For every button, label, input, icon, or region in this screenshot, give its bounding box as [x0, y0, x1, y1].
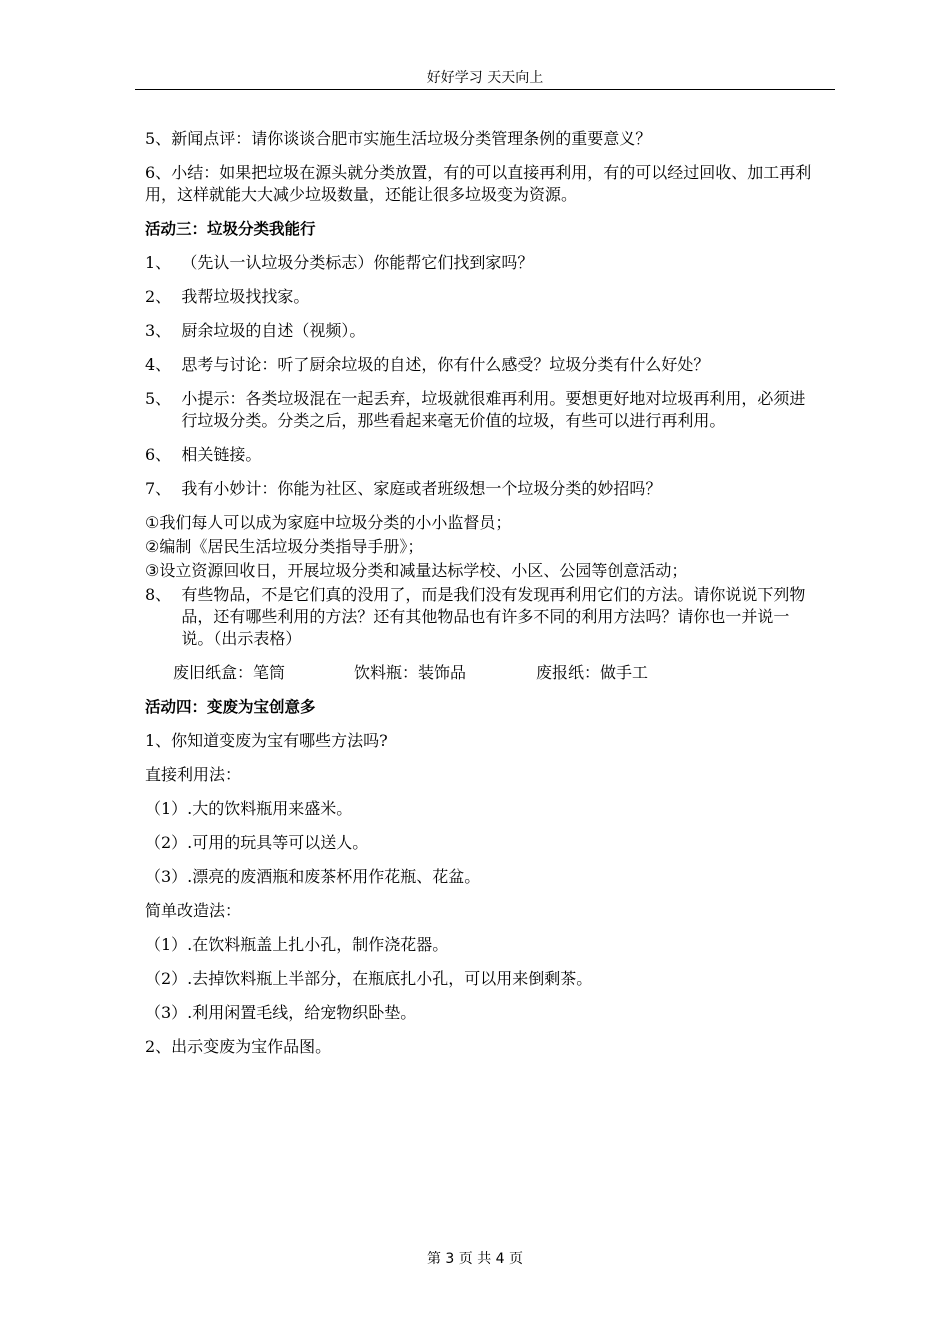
list-item	[145, 252, 815, 274]
item-number: 6、	[145, 445, 182, 464]
idea-item	[145, 512, 815, 534]
item-number: 6、	[145, 163, 172, 182]
list-item	[145, 286, 815, 308]
item-text: 我帮垃圾找找家。	[181, 287, 310, 306]
item-text: 思考与讨论：听了厨余垃圾的自述，你有什么感受？垃圾分类有什么好处？	[181, 355, 710, 374]
item-text: 小提示：各类垃圾混在一起丢弃，垃圾就很难再利用。要想更好地对垃圾再利用，必须进行垃圾分类。分类之后，那些看起来毫无价值的垃圾，有些可以进行再利用。	[181, 389, 806, 430]
list-item	[145, 354, 815, 376]
method-item: （1）.在饮料瓶盖上扎小孔，制作浇花器。	[145, 935, 449, 954]
idea-item	[145, 560, 815, 582]
method-item: （2）.可用的玩具等可以送人。	[145, 833, 369, 852]
item-number: 8、	[145, 585, 182, 604]
item-number: 1、	[145, 253, 182, 272]
summary-item	[145, 162, 815, 206]
item-number: 4、	[145, 355, 182, 374]
activity-three-heading: 活动三：垃圾分类我能行	[145, 220, 316, 238]
item-text: 新闻点评：请你谈谈合肥市实施生活垃圾分类管理条例的重要意义？	[171, 129, 652, 148]
list-item	[145, 584, 815, 650]
header-rule	[135, 89, 835, 90]
item-text: 小结：如果把垃圾在源头就分类放置，有的可以直接再利用，有的可以经过回收、加工再利用，这样就能大大减少垃圾数量，还能让很多垃圾变为资源。	[145, 163, 812, 204]
reuse-examples-row	[145, 662, 815, 684]
method-title: 简单改造法：	[145, 901, 242, 920]
item-text: 编制《居民生活垃圾分类指导手册》；	[159, 537, 424, 556]
list-item	[145, 320, 815, 342]
activity-four-heading: 活动四：变废为宝创意多	[145, 698, 316, 716]
item-text: 有些物品，不是它们真的没用了，而是我们没有发现再利用它们的方法。请你说说下列物品，还有哪些利用的方法？还有其他物品也有许多不同的利用方法吗？请你也一并说一说。（出示表格）	[181, 585, 806, 648]
item-number: 5、	[145, 389, 182, 408]
circled-number: ③	[145, 561, 160, 580]
item-number: 5、	[145, 129, 172, 148]
method-item: （2）.去掉饮料瓶上半部分，在瓶底扎小孔，可以用来倒剩茶。	[145, 969, 593, 988]
list-item	[145, 444, 815, 466]
item-number: 3、	[145, 321, 182, 340]
closing-item: 2、出示变废为宝作品图。	[145, 1037, 332, 1056]
item-number: 7、	[145, 479, 182, 498]
item-text: 设立资源回收日，开展垃圾分类和减量达标学校、小区、公园等创意活动；	[159, 561, 688, 580]
reuse-example: 废报纸：做手工	[536, 663, 649, 682]
method-item: （3）.利用闲置毛线，给宠物织卧垫。	[145, 1003, 417, 1022]
list-item	[145, 388, 815, 432]
circled-number: ②	[145, 537, 160, 556]
method-item: （1）.大的饮料瓶用来盛米。	[145, 799, 353, 818]
item-text: 相关链接。	[181, 445, 262, 464]
item-text: （先认一认垃圾分类标志）你能帮它们找到家吗？	[181, 253, 534, 272]
item-text: 厨余垃圾的自述（视频）。	[181, 321, 366, 340]
reuse-example: 饮料瓶：装饰品	[354, 663, 467, 682]
page-footer: 第 3 页 共 4 页	[426, 1251, 524, 1267]
reuse-example: 废旧纸盒：笔筒	[173, 663, 286, 682]
news-comment-item	[145, 128, 815, 150]
list-item	[145, 478, 815, 500]
circled-number: ①	[145, 513, 160, 532]
document-body	[145, 128, 815, 1070]
item-text: 我们每人可以成为家庭中垃圾分类的小小监督员；	[159, 513, 512, 532]
item-number: 2、	[145, 287, 182, 306]
method-title: 直接利用法：	[145, 765, 242, 784]
method-item: （3）.漂亮的废酒瓶和废茶杯用作花瓶、花盆。	[145, 867, 481, 886]
question-item: 1、你知道变废为宝有哪些方法吗?	[145, 731, 388, 750]
item-text: 我有小妙计：你能为社区、家庭或者班级想一个垃圾分类的妙招吗？	[181, 479, 662, 498]
page-header: 好好学习 天天向上	[426, 70, 544, 86]
idea-item	[145, 536, 815, 558]
